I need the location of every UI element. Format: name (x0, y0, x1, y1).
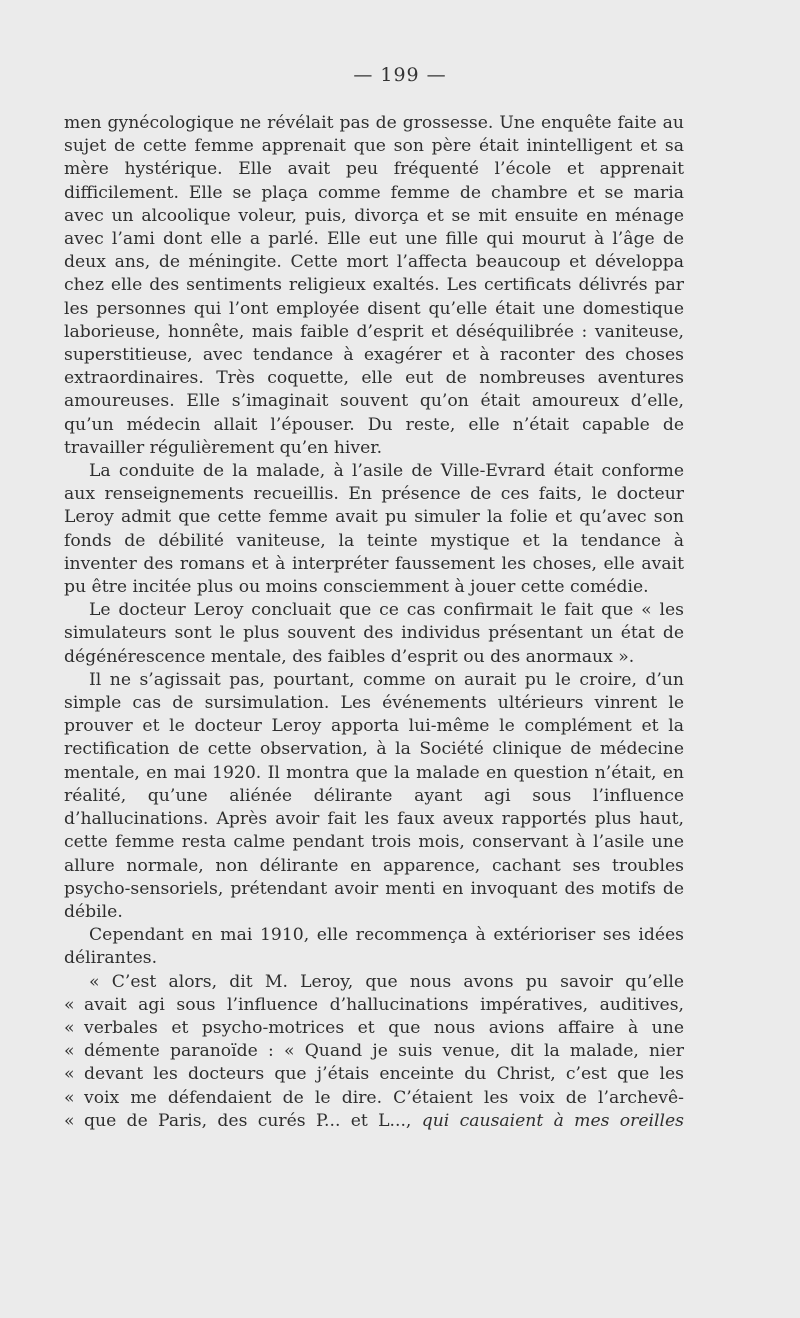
quote-mark: « (64, 1110, 75, 1131)
paragraph: Il ne s’agissait pas, pourtant, comme on aurait pu le croire, d’un simple cas de sursimulation. Les événements ultérieurs vinrent le prouver et le docteur Leroy apporta lui-même le complément et la rectification de cette observation, à la Société clinique de médecine mentale, en mai 1920. Il montra que la malade en question n’était, en réalité, qu’une aliénée délirante ayant agi sous l’influence d’hallucinations. Après avoir fait les faux aveux rapportés plus haut, cette femme resta calme pendant trois mois, conservant à l’asile une allure normale, non délirante en apparence, cachant ses troubles psycho-sensoriels, prétendant avoir menti en invoquant des motifs de débile. (64, 669, 684, 922)
body-text (64, 112, 684, 1133)
quote-line (64, 1063, 684, 1086)
quote-mark: « (64, 1087, 75, 1108)
page-number: — 199 — (353, 64, 447, 86)
quote-line (64, 1110, 684, 1133)
quote-line: « C’est alors, dit M. Leroy, que nous avons pu savoir qu’elle (89, 971, 684, 992)
quotation (64, 971, 684, 1133)
quote-line (64, 1087, 684, 1110)
paragraph: men gynécologique ne révélait pas de grossesse. Une enquête faite au sujet de cette femme apprenait que son père était inintelligent et sa mère hystérique. Elle avait peu fréquenté l’école et apprenait difficilement. Elle se plaça comme femme de chambre et se maria avec un alcoolique voleur, puis, divorça et se mit ensuite en ménage avec l’ami dont elle a parlé. Elle eut une fille qui mourut à l’âge de deux ans, de méningite. Cette mort l’affecta beaucoup et développa chez elle des sentiments religieux exaltés. Les certificats délivrés par les personnes qui l’ont employée disent qu’elle était une domestique laborieuse, honnête, mais faible d’esprit et déséquilibrée : vaniteuse, superstitieuse, avec tendance à exagérer et à raconter des choses extraordinaires. Très coquette, elle eut de nombreuses aventures amoureuses. Elle s’imaginait souvent qu’on était amoureux d’elle, qu’un médecin allait l’épouser. Du reste, elle n’était capable de travailler régulièrement qu’en hiver. (64, 113, 684, 458)
quote-mark: « (64, 994, 75, 1015)
paragraph: La conduite de la malade, à l’asile de Ville-Evrard était conforme aux renseignements recueillis. En présence de ces faits, le docteur Leroy admit que cette femme avait pu simuler la folie et qu’avec son fonds de débilité vaniteuse, la teinte mystique et la tendance à inventer des romans et à interpréter faussement les choses, elle avait pu être incitée plus ou moins consciemment à jouer cette comédie. (64, 461, 684, 598)
paragraph: Cependant en mai 1910, elle recommença à extérioriser ses idées délirantes. (64, 925, 684, 969)
quote-italic-text: qui causaient à mes oreilles (421, 1110, 684, 1131)
quote-line-text: que de Paris, des curés P... et L..., (84, 1110, 412, 1131)
quote-line (64, 1017, 684, 1040)
quote-line-text: devant les docteurs que j’étais enceinte du Christ, c’est que les (84, 1064, 684, 1085)
quote-mark: « (64, 1041, 75, 1062)
quote-line-text: démente paranoïde : « Quand je suis venue, dit la malade, nier (84, 1041, 684, 1062)
paragraph: Le docteur Leroy concluait que ce cas confirmait le fait que « les simulateurs sont le plus souvent des individus présentant un état de dégénérescence mentale, des faibles d’esprit ou des anormaux ». (64, 600, 684, 667)
quote-line-text: verbales et psycho-motrices et que nous avions affaire à une (84, 1017, 684, 1038)
quote-line (64, 1040, 684, 1063)
quote-mark: « (64, 1064, 75, 1085)
quote-line-text: avait agi sous l’influence d’hallucinations impératives, auditives, (84, 994, 684, 1015)
quote-line (64, 994, 684, 1017)
quote-mark: « (64, 1017, 75, 1038)
quote-line-text: voix me défendaient de le dire. C’étaient les voix de l’archevê- (84, 1087, 684, 1108)
